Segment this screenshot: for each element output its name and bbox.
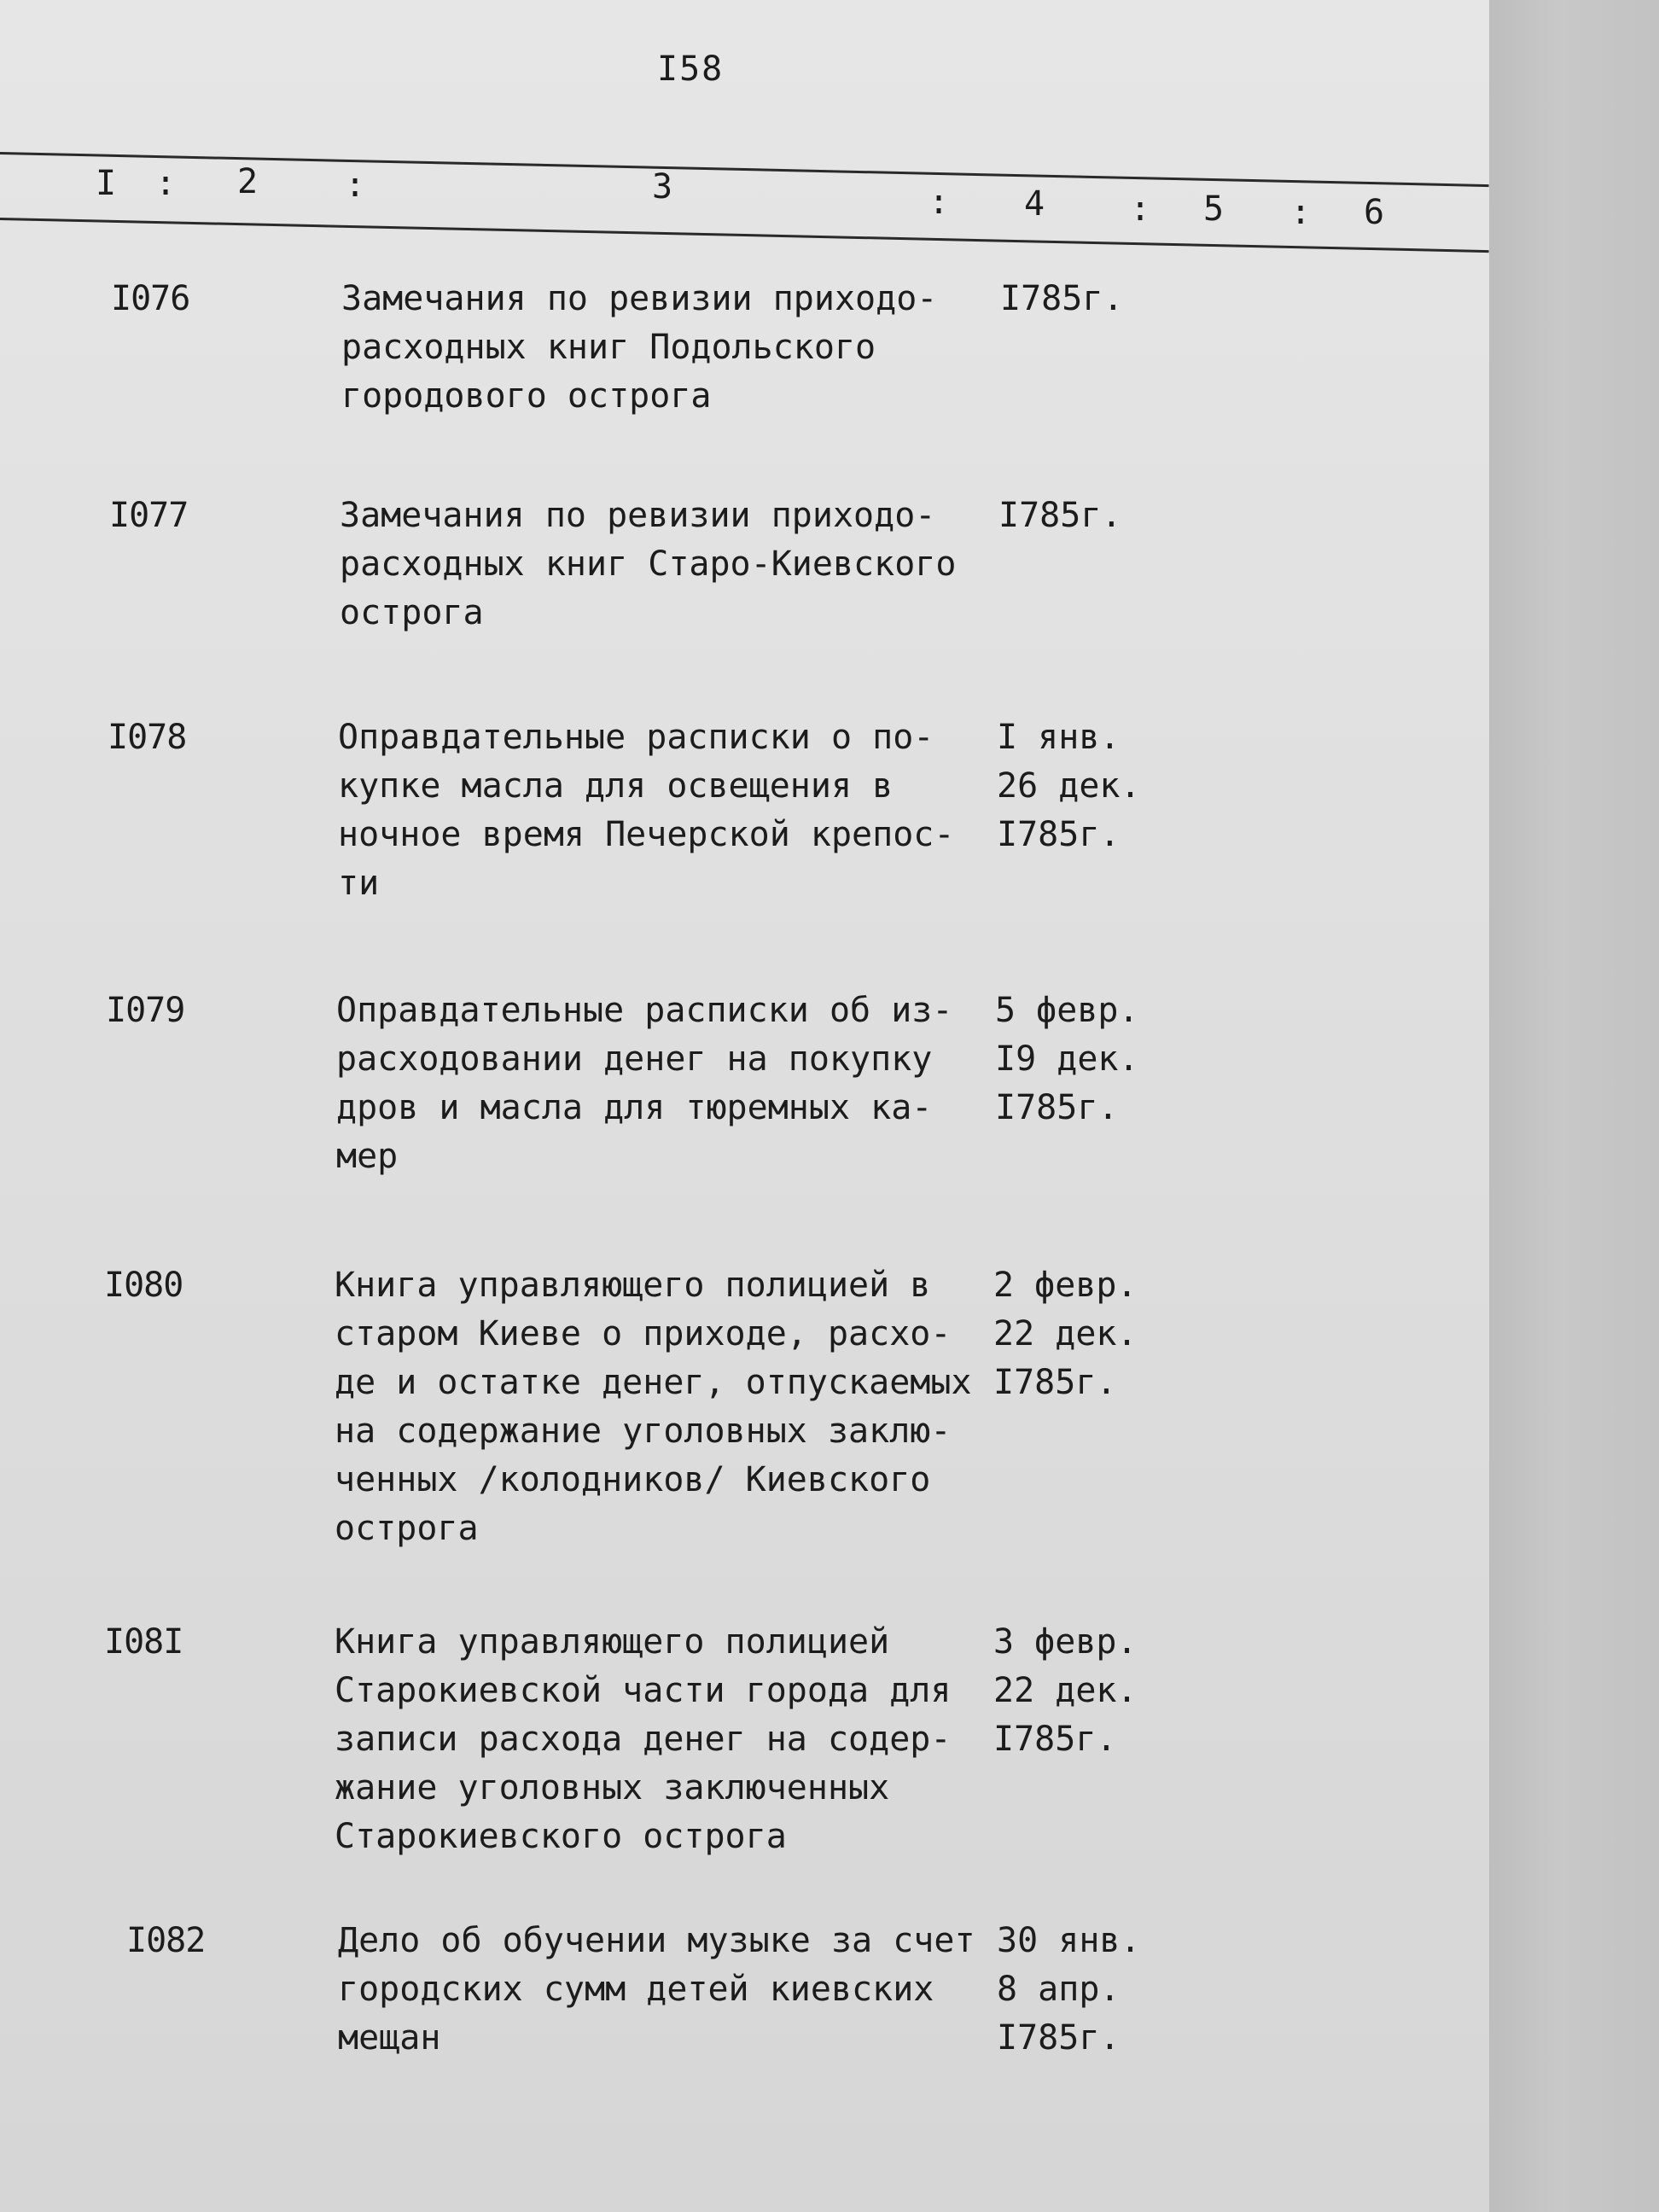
entry-description: Оправдательные расписки об из- расходовании денег на покупку дров и масла для тюремных ка- мер (336, 991, 953, 1176)
entry-description: Замечания по ревизии приходо- расходных книг Старо-Киевского острога (340, 496, 957, 632)
column-header-6: 6 (1364, 193, 1385, 232)
page-number: I58 (657, 49, 725, 89)
entry-description: Книга управляющего полицией в старом Киеве о приходе, расхо- де и остатке денег, отпускаемых на содержание уголовных заклю- ченных /колодников/ Киевского острога (335, 1266, 972, 1548)
entry-description: Дело об обучении музыке за счет городских сумм детей киевских мещан (338, 1921, 975, 2058)
column-separator: : (1290, 193, 1312, 232)
column-separator: : (155, 164, 177, 203)
entry-description: Замечания по ревизии приходо- расходных книг Подольского городового острога (341, 279, 938, 416)
entry-date: 3 февр. 22 дек. I785г. (993, 1622, 1138, 1759)
column-header-2: 2 (237, 162, 259, 201)
column-separator: : (345, 166, 366, 205)
column-header-5: 5 (1203, 189, 1225, 229)
entry-number: I077 (109, 496, 189, 535)
column-separator: : (1130, 189, 1151, 229)
header-top-rule (0, 152, 1489, 187)
column-header-1: I (96, 164, 117, 203)
column-header-4: 4 (1024, 184, 1045, 224)
entry-date: I785г. (1000, 279, 1124, 318)
entry-date: 2 февр. 22 дек. I785г. (993, 1266, 1138, 1402)
entry-number: I082 (126, 1921, 206, 1960)
entry-description: Оправдательные расписки о по- купке масла для освещения в ночное время Печерской крепос- ти (338, 718, 955, 903)
entry-description: Книга управляющего полицией Старокиевской части города для записи расхода денег на содер- жание уголовных заключенных Старокиевского острога (335, 1622, 952, 1856)
entry-date: 5 февр. I9 дек. I785г. (995, 991, 1139, 1127)
page-edge (1489, 0, 1659, 2212)
column-separator: : (928, 183, 950, 222)
entry-number: I080 (104, 1266, 183, 1305)
entry-number: I08I (104, 1622, 183, 1662)
header-bottom-rule (0, 218, 1489, 253)
entry-number: I079 (106, 991, 185, 1030)
entry-date: I785г. (998, 496, 1122, 535)
entry-number: I076 (111, 279, 190, 318)
entry-number: I078 (108, 718, 187, 757)
entry-date: 30 янв. 8 апр. I785г. (997, 1921, 1141, 2058)
column-header-3: 3 (652, 167, 673, 207)
entry-date: I янв. 26 дек. I785г. (997, 718, 1141, 854)
